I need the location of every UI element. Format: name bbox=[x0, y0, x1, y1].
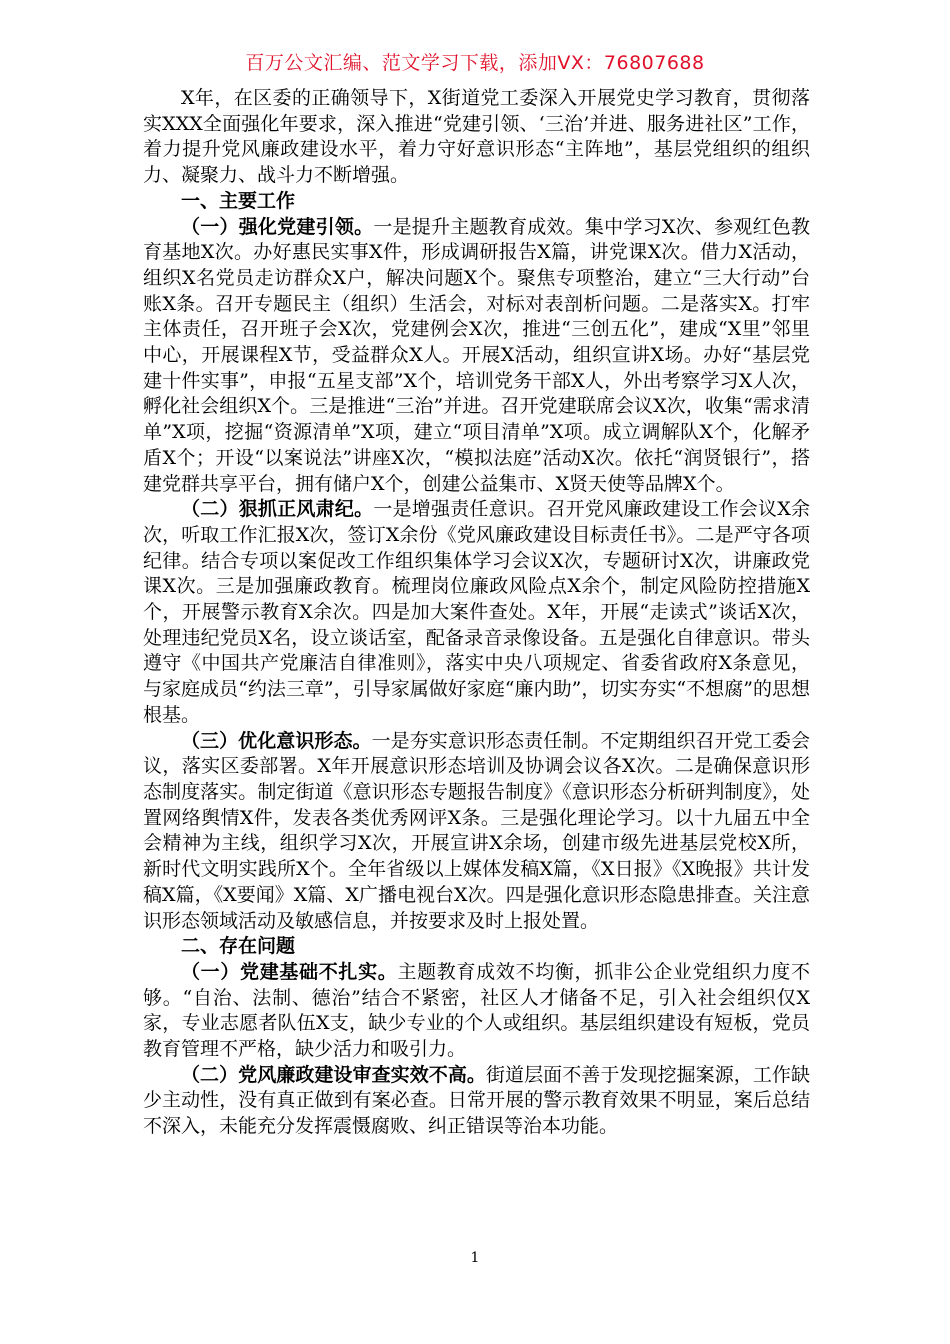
paragraph-review-effectiveness bbox=[143, 1063, 810, 1140]
paragraph-party-foundation bbox=[143, 960, 810, 1063]
paragraph-text: 一是增强责任意识。召开党风廉政建设工作会议X余次，听取工作汇报X次，签订X余份《党风廉政建设目标责任书》。二是严守各项纪律。结合专项以案促改工作组织集体学习会议X次，专题研讨X次，讲廉政党课X次。三是加强廉政教育。梳理岗位廉政风险点X余个，制定风险防控措施X个，开展警示教育X余次。四是加大案件查处。X年，开展“走读式”谈话X次，处理违纪党员X名，设立谈话室，配备录音录像设备。五是强化自律意识。带头遵守《中国共产党廉洁自律准则》，落实中央八项规定、省委省政府X条意见，与家庭成员“约法三章”，引导家属做好家庭“廉内助”，切实夯实“不想腐”的思想根基。 bbox=[143, 498, 810, 726]
paragraph-lead: （一）强化党建引领。 bbox=[181, 215, 374, 238]
page-number: 1 bbox=[470, 1250, 480, 1266]
paragraph-ideology bbox=[143, 729, 810, 935]
section-heading-main-work: 一、主要工作 bbox=[181, 189, 296, 212]
intro-paragraph: X年，在区委的正确领导下，X街道党工委深入开展党史学习教育，贯彻落实XXX全面强化年要求，深入推进“党建引领、‘三治’并进、服务进社区”工作，着力提升党风廉政建设水平，着力守好意识形态“主阵地”，基层党组织的组织力、凝聚力、战斗力不断增强。 bbox=[143, 87, 810, 187]
section-heading-problems: 二、存在问题 bbox=[181, 935, 296, 958]
paragraph-text: 一是提升主题教育成效。集中学习X次、参观红色教育基地X次。办好惠民实事X件，形成调研报告X篇，讲党课X次。借力X活动，组织X名党员走访群众X户，解决问题X个。聚焦专项整治，建立“三大行动”台账X条。召开专题民主（组织）生活会，对标对表剖析问题。二是落实X。打牢主体责任，召开班子会X次，党建例会X次，推进“三创五化”，建成“X里”邻里中心，开展课程X节，受益群众X人。开展X活动，组织宣讲X场。办好“基层党建十件实事”，申报“五星支部”X个，培训党务干部X人，外出考察学习X人次，孵化社会组织X个。三是推进“三治”并进。召开党建联席会议X次，收集“需求清单”X项，挖掘“资源清单”X项，建立“项目清单”X项。成立调解队X个，化解矛盾X个；开设“以案说法”讲座X次，“模拟法庭”活动X次。依托“润贤银行”，搭建党群共享平台，拥有储户X个，创建公益集市、X贤天使等品牌X个。 bbox=[143, 215, 810, 495]
paragraph-party-leadership bbox=[143, 215, 810, 498]
paragraph-lead: （三）优化意识形态。 bbox=[181, 729, 372, 752]
document-body bbox=[143, 86, 810, 1140]
paragraph-lead: （二）狠抓正风肃纪。 bbox=[181, 498, 374, 521]
paragraph-text: 主题教育成效不均衡，抓非公企业党组织力度不够。“自治、法制、德治”结合不紧密，社区人才储备不足，引入社会组织仅X家，专业志愿者队伍X支，缺少专业的个人或组织。基层组织建设有短板，党员教育管理不严格，缺少活力和吸引力。 bbox=[143, 960, 810, 1061]
header-banner: 百万公文汇编、范文学习下载，添加VX：76807688 bbox=[245, 52, 705, 74]
paragraph-discipline bbox=[143, 497, 810, 728]
paragraph-lead: （二）党风廉政建设审查实效不高。 bbox=[181, 1063, 486, 1086]
paragraph-text: 一是夯实意识形态责任制。不定期组织召开党工委会议，落实区委部署。X年开展意识形态培训及协调会议各X次。二是确保意识形态制度落实。制定街道《意识形态专题报告制度》《意识形态分析研判制度》，处置网络舆情X件，发表各类优秀网评X条。三是强化理论学习。以十九届五中全会精神为主线，组织学习X次，开展宣讲X余场，创建市级先进基层党校X所，新时代文明实践所X个。全年省级以上媒体发稿X篇，《X日报》《X晚报》共计发稿X篇，《X要闻》X篇、X广播电视台X次。四是强化意识形态隐患排查。关注意识形态领域活动及敏感信息，并按要求及时上报处置。 bbox=[143, 729, 810, 932]
paragraph-lead: （一）党建基础不扎实。 bbox=[181, 960, 398, 983]
paragraph-text: 街道层面不善于发现挖掘案源，工作缺少主动性，没有真正做到有案必查。日常开展的警示教育效果不明显，案后总结不深入，未能充分发挥震慑腐败、纠正错误等治本功能。 bbox=[143, 1063, 810, 1138]
